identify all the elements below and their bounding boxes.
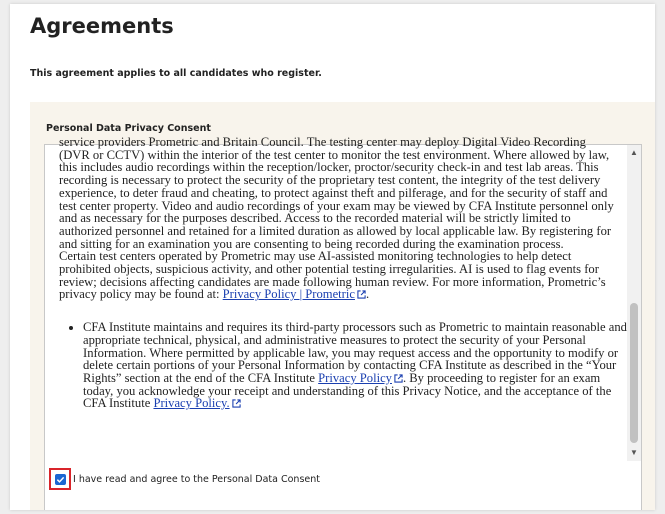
cfa-privacy-policy-link[interactable]: Privacy Policy bbox=[318, 370, 392, 385]
ai-monitoring-text: Certain test centers operated by Prometric may use AI-assisted monitoring technologies to help detect prohibited objects, suspicious activity, and other potential testing irregularities. AI is used to flag events for review; decisions affecting candidates are made following human review. For more information, Prometric’s privacy policy may be found at: bbox=[59, 249, 606, 302]
section-label: Personal Data Privacy Consent bbox=[46, 123, 211, 134]
bullet-text-part-2: . By proceeding to register for an exam today, you acknowledge your receipt and understanding of this Privacy Notice, and the acceptance of the CFA Institute bbox=[83, 370, 612, 411]
checkbox-highlight bbox=[49, 468, 71, 490]
partial-top-line: service providers Prometric and Britain Council. The testing center may deploy Digital Video Recording bbox=[59, 135, 586, 149]
consent-panel bbox=[30, 102, 655, 510]
consent-checkbox-row bbox=[44, 461, 642, 510]
consent-text bbox=[45, 136, 625, 410]
cfa-privacy-policy-link-2[interactable]: Privacy Policy. bbox=[153, 396, 230, 411]
bullet-text-part-1: CFA Institute maintains and requires its third-party processors such as Prometric to maintain reasonable and appropriate technical, physical, and administrative measures to protect the security of your Personal Information. Where permitted by applicable law, you may request access and the opportunity to modify or delete certain portions of your Personal Information by contacting CFA Institute as described in the “Your Rights” section at the end of the CFA Institute bbox=[83, 320, 627, 385]
checkbox-label[interactable]: I have read and agree to the Personal Data Consent bbox=[73, 474, 320, 485]
agreements-card bbox=[10, 4, 655, 510]
scrollbar-thumb[interactable] bbox=[630, 303, 638, 443]
agreement-scope-text: This agreement applies to all candidates who register. bbox=[30, 68, 322, 79]
bullet-list bbox=[59, 321, 631, 410]
prometric-privacy-link[interactable]: Privacy Policy | Prometric bbox=[222, 287, 355, 302]
recording-paragraph: (DVR or CCTV) within the interior of the test center to monitor the test environment. Where allowed by law, this includes audio recordings within the reception/locker, proctor/security check-in and test lab areas. This recording is necessary to protect the security of the proprietary test content, the integrity of the test delivery experience, to deter fraud and cheating, to protect against theft and pilferage, and for the security of staff and test center property. Video and audio recordings of your exam may be viewed by CFA Institute personnel only and as necessary for the purposes described. Access to the recorded material will be strictly limited to authorized personnel and retained for a limited duration as allowed by local applicable law. By registering for and sitting for an examination you are consenting to being recorded during the examination process. bbox=[59, 147, 614, 251]
consent-scroll-area[interactable] bbox=[44, 135, 642, 462]
external-link-icon[interactable] bbox=[232, 398, 241, 407]
list-item bbox=[83, 321, 631, 410]
ai-monitoring-paragraph: Certain test centers operated by Prometric may use AI-assisted monitoring technologies to help detect prohibited objects, suspicious activity, and other potential testing irregularities. AI is used to flag events for review; decisions affecting candidates are made following human review. For more information, Prometric’s privacy policy may be found at: Privacy Policy | Prometric . bbox=[59, 249, 606, 302]
external-link-icon[interactable] bbox=[394, 373, 403, 382]
checkmark-icon bbox=[56, 475, 65, 484]
vertical-scrollbar[interactable] bbox=[627, 145, 641, 461]
external-link-icon[interactable] bbox=[357, 289, 366, 298]
scroll-down-arrow-icon[interactable]: ▼ bbox=[630, 448, 638, 457]
scroll-up-arrow-icon[interactable]: ▲ bbox=[630, 148, 638, 157]
page-title: Agreements bbox=[30, 14, 174, 38]
agree-checkbox[interactable] bbox=[55, 474, 66, 485]
